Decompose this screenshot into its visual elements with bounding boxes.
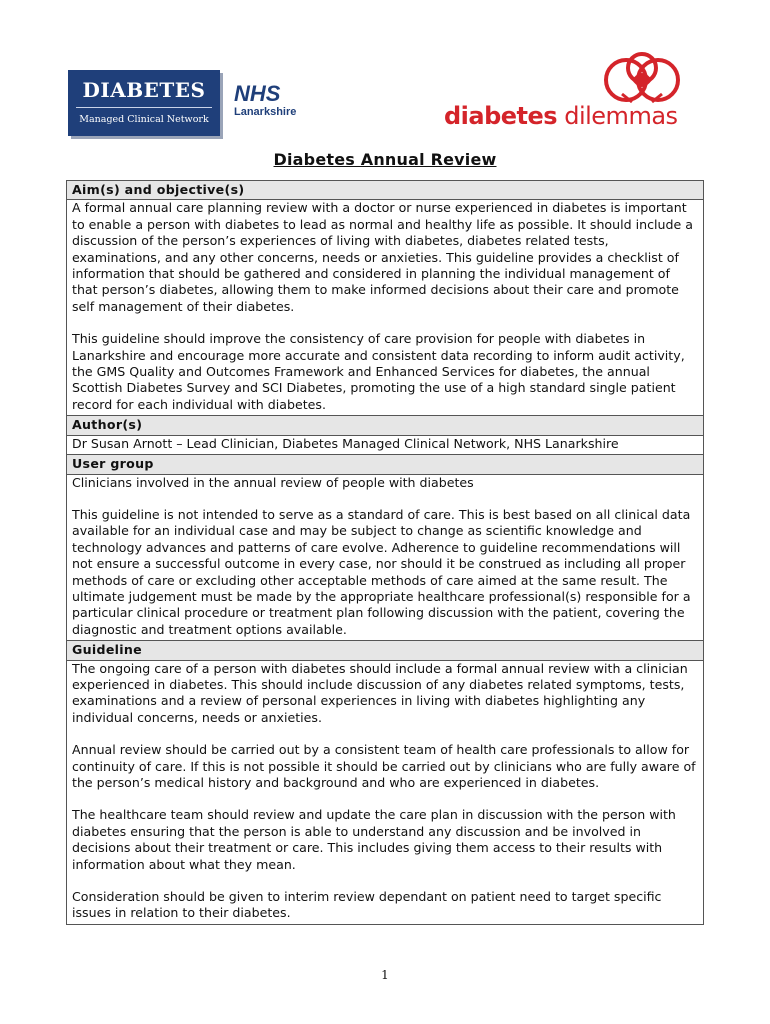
dilemmas-wordmark-part2: dilemmas (557, 102, 678, 130)
section-heading-authors: Author(s) (67, 416, 704, 435)
guideline-paragraph-4: Consideration should be given to interim review dependant on patient need to target specific issues in relation to their diabetes. (72, 889, 662, 921)
guideline-paragraph-2: Annual review should be carried out by a consistent team of health care professionals to allow for continuity of care. If this is not possible it should be carried out by clinicians who are fully aware of the person’s medical history and background and who are experienced in diabetes. (72, 742, 696, 790)
nhs-logo-text: NHS (234, 81, 281, 106)
dmcn-logo-title: DIABETES (82, 78, 206, 102)
user-group-paragraph-2: This guideline is not intended to serve as a standard of care. This is best based on all clinical data available for an individual case and may be subject to change as scientific knowledge and technology advances and patterns of care evolve. Adherence to guideline recommendations will not ensure a successful outcome in every case, nor should it be construed as including all proper methods of care or excluding other acceptable methods of care aimed at the same result. The ultimate judgement must be made by the appropriate healthcare professional(s) responsible for a particular clinical procedure or treatment plan following discussion with the patient, covering the diagnostic and treatment options available. (72, 506, 691, 637)
review-table (66, 180, 704, 925)
section-body-user-group (67, 474, 704, 641)
diabetes-mcn-logo (68, 70, 220, 136)
dmcn-logo-subtitle: Managed Clinical Network (79, 114, 209, 125)
section-heading-guideline: Guideline (67, 641, 704, 660)
dilemmas-wordmark-part1: diabetes (444, 102, 558, 130)
aims-paragraph-2: This guideline should improve the consistency of care provision for people with diabetes in Lanarkshire and encourage more accurate and consistent data recording to inform audit activity, the GMS Quality and Outcomes Framework and Enhanced Services for diabetes, the annual Scottish Diabetes Survey and SCI Diabetes, promoting the use of a high standard single patient record for each individual with diabetes. (72, 331, 685, 412)
guideline-paragraph-1: The ongoing care of a person with diabetes should include a formal annual review with a clinician experienced in diabetes. This should include discussion of any diabetes related symptoms, tests, examinations and a review of personal experiences in living with diabetes highlighting any individual concerns, needs or anxieties. (72, 660, 688, 725)
aims-paragraph-1: A formal annual care planning review with a doctor or nurse experienced in diabetes is important to enable a person with diabetes to lead as normal and healthy life as possible. It should include a discussion of the person’s experiences of living with diabetes, diabetes related tests, examinations, and any other concerns, needs or anxieties. This guideline provides a checklist of information that should be gathered and considered in planning the individual management of that person’s diabetes, allowing them to make informed decisions about their care and promote self management of their diabetes. (72, 200, 693, 314)
nhs-logo-region: Lanarkshire (234, 106, 297, 118)
guideline-paragraph-3: The healthcare team should review and update the care plan in discussion with the person with diabetes ensuring that the person is able to understand any discussion and be involved in decisions about their treatment or care. This includes giving them access to their results with information about what they mean. (72, 807, 676, 872)
document-title: Diabetes Annual Review (273, 150, 497, 169)
section-heading-aims: Aim(s) and objective(s) (67, 181, 704, 200)
dmcn-logo-divider (76, 107, 212, 108)
section-body-aims (67, 200, 704, 416)
dilemmas-wordmark (444, 102, 694, 130)
section-body-authors (67, 435, 704, 454)
page-number: 1 (381, 968, 389, 982)
diabetes-dilemmas-logo (444, 50, 694, 130)
authors-paragraph-1: Dr Susan Arnott – Lead Clinician, Diabetes Managed Clinical Network, NHS Lanarkshire (72, 435, 619, 451)
section-body-guideline (67, 660, 704, 924)
user-group-paragraph-1: Clinicians involved in the annual review of people with diabetes (72, 474, 474, 490)
section-heading-user-group: User group (67, 455, 704, 474)
nhs-lanarkshire-logo (234, 82, 298, 126)
dilemmas-rings-icon (592, 50, 692, 106)
